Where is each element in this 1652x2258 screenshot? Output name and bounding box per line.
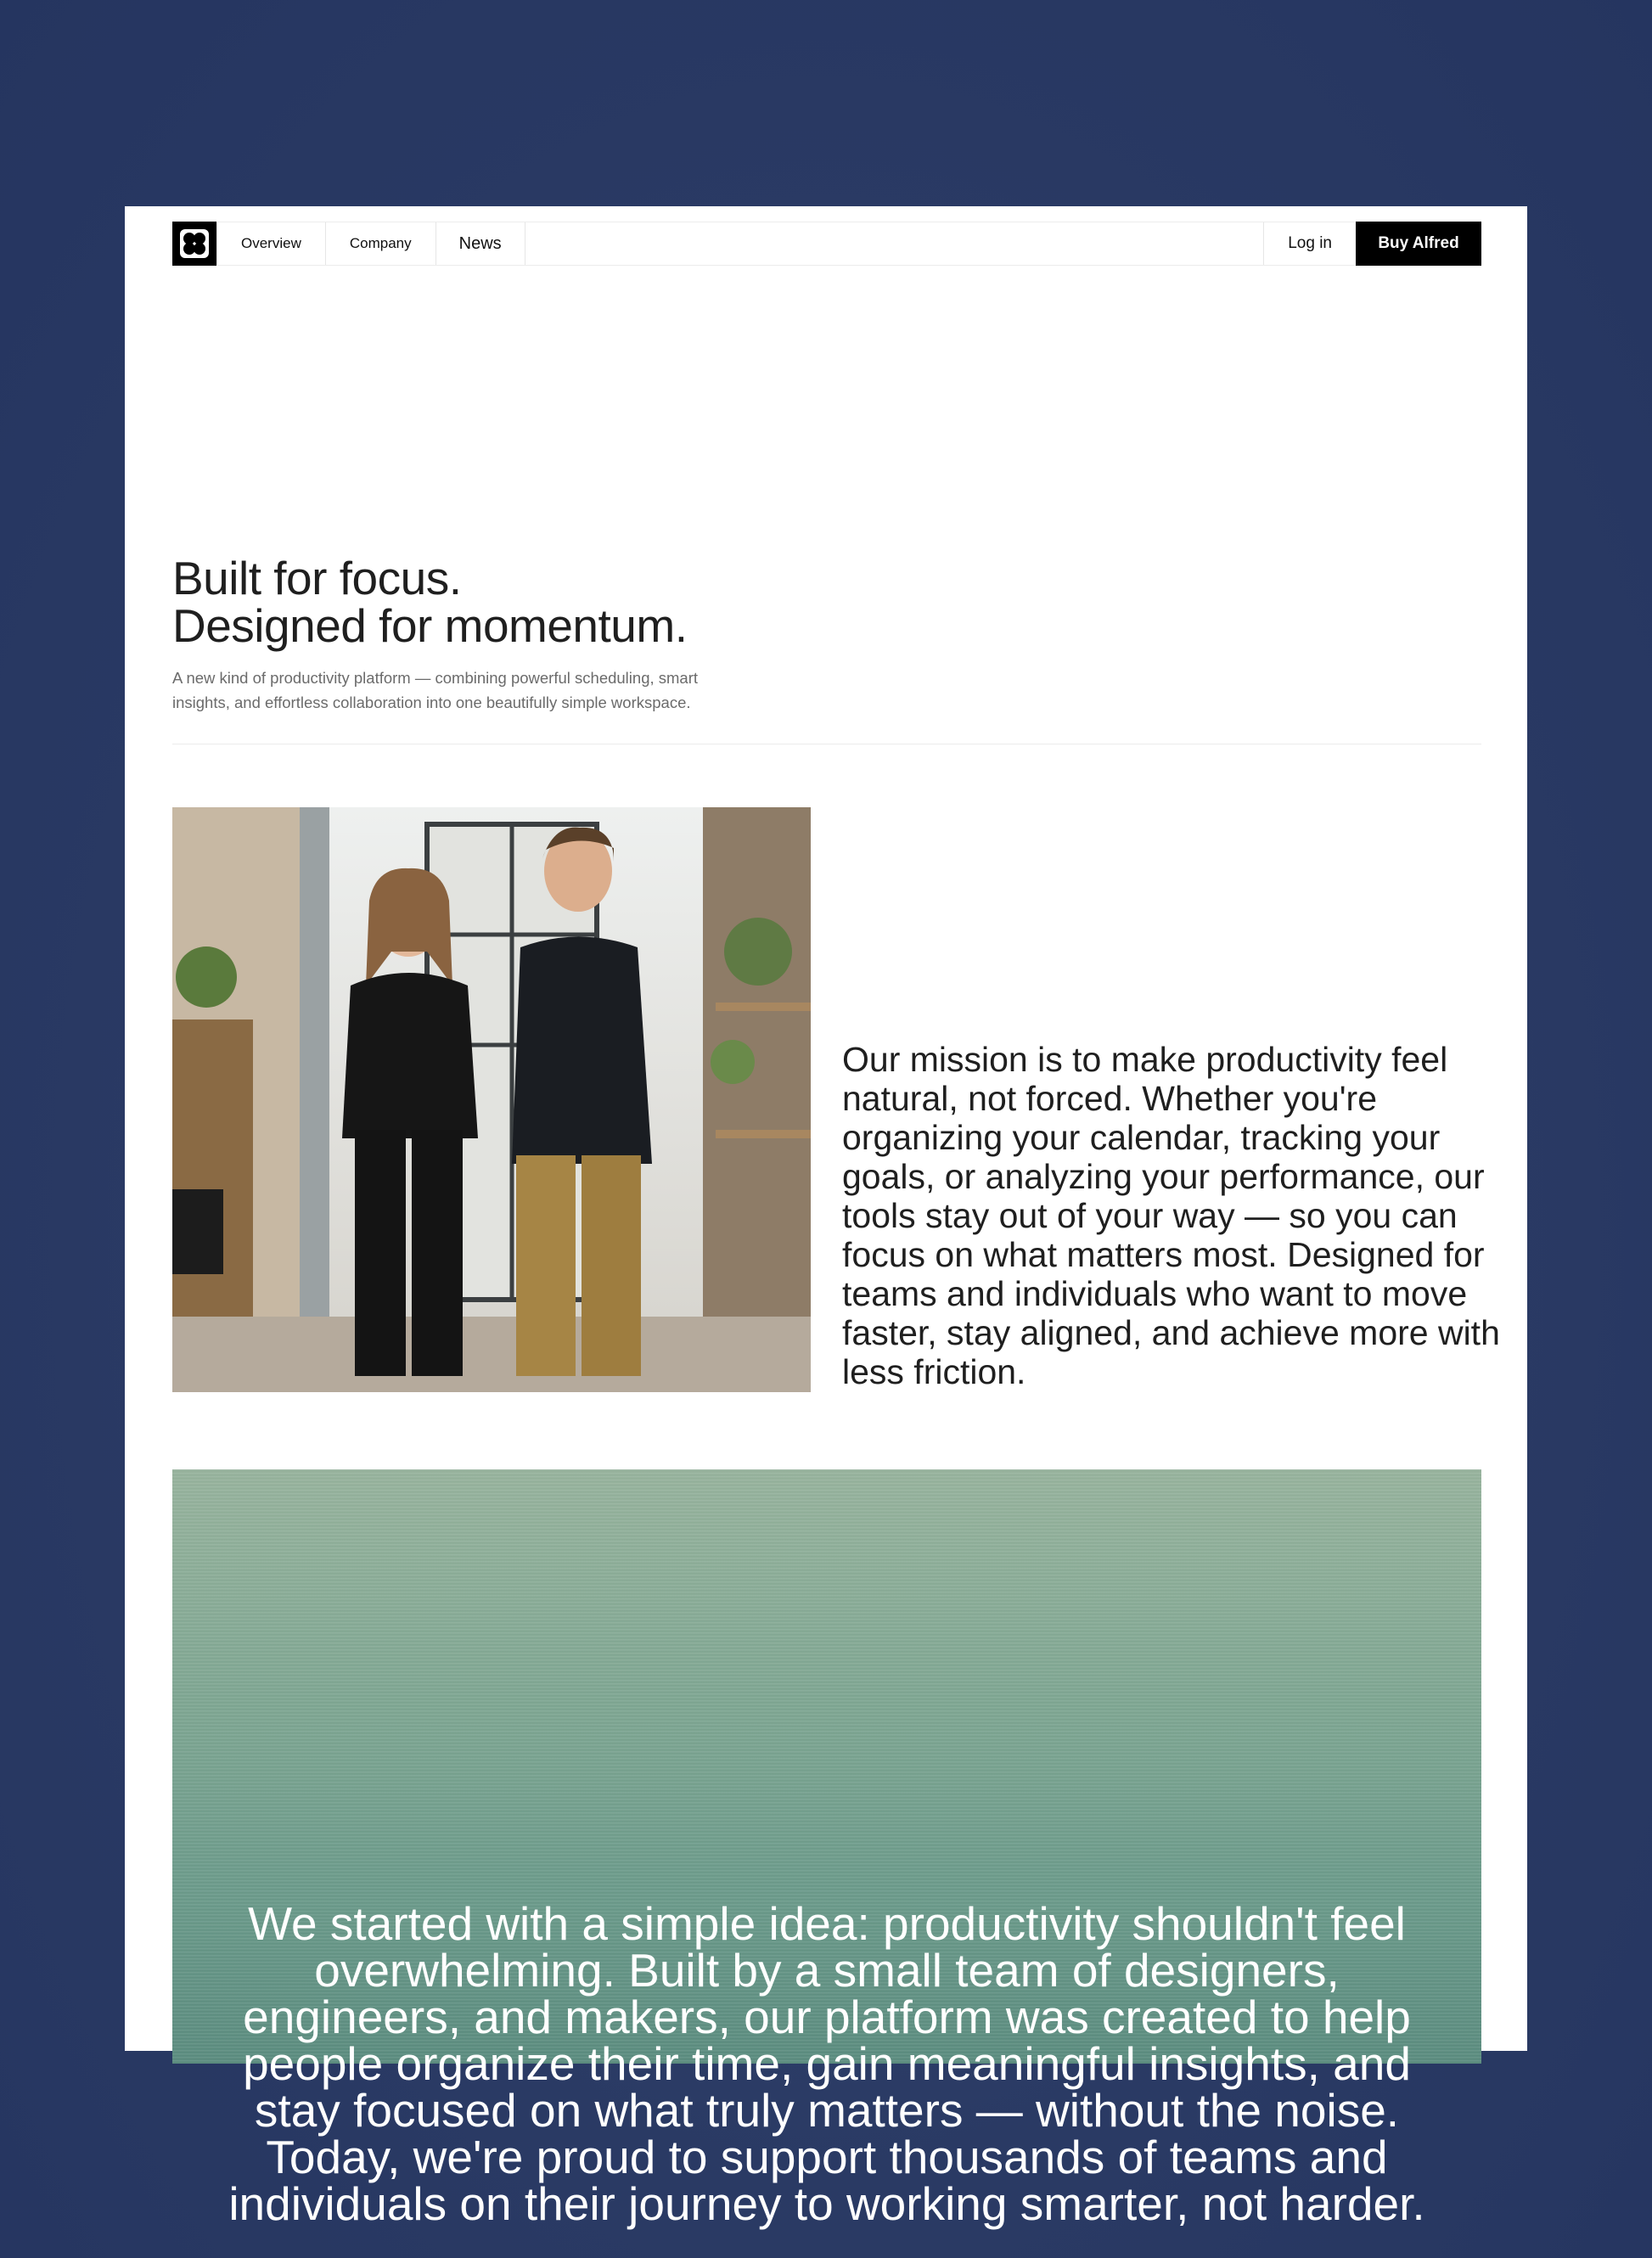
four-dots-logo-icon[interactable]: [172, 222, 216, 266]
hero-subtitle-line-1: A new kind of productivity platform — combining powerful scheduling, smart: [172, 669, 699, 687]
team-photo: [172, 807, 811, 1392]
nav-link-news[interactable]: News: [436, 222, 525, 265]
website-page: [125, 206, 1527, 2230]
hero-subtitle-line-2: insights, and effortless collaboration into one beautifully simple workspace.: [172, 694, 691, 711]
nav-spacer: [525, 222, 1264, 265]
buy-alfred-button[interactable]: Buy Alfred: [1356, 222, 1481, 266]
hero-title-line-1: Built for focus.: [172, 552, 462, 604]
login-button[interactable]: Log in: [1263, 222, 1356, 265]
nav-link-company[interactable]: Company: [326, 222, 436, 265]
hero-subtitle: [172, 666, 758, 715]
top-navigation: [172, 222, 1481, 266]
hero-title-line-2: Designed for momentum.: [172, 599, 688, 652]
story-text: We started with a simple idea: productivity shouldn't feel overwhelming. Built by a small team of designers, engineers, and makers, our platform was created to help people organize their time, gain meaningful insights, and stay focused on what truly matters — without the noise. Today, we're proud to support thousands of teams and individuals on their journey to working smarter, not harder.: [228, 1897, 1425, 2230]
mission-statement: Our mission is to make productivity feel natural, not forced. Whether you're organizing your calendar, tracking your goals, or analyzing your performance, our tools stay out of your way — so you can focus on what matters most. Designed for teams and individuals who want to move faster, stay aligned, and achieve more with less friction.: [842, 1040, 1500, 1391]
story-banner: [172, 1469, 1481, 2230]
nav-link-overview[interactable]: Overview: [216, 222, 326, 265]
hero-title: [172, 552, 688, 652]
